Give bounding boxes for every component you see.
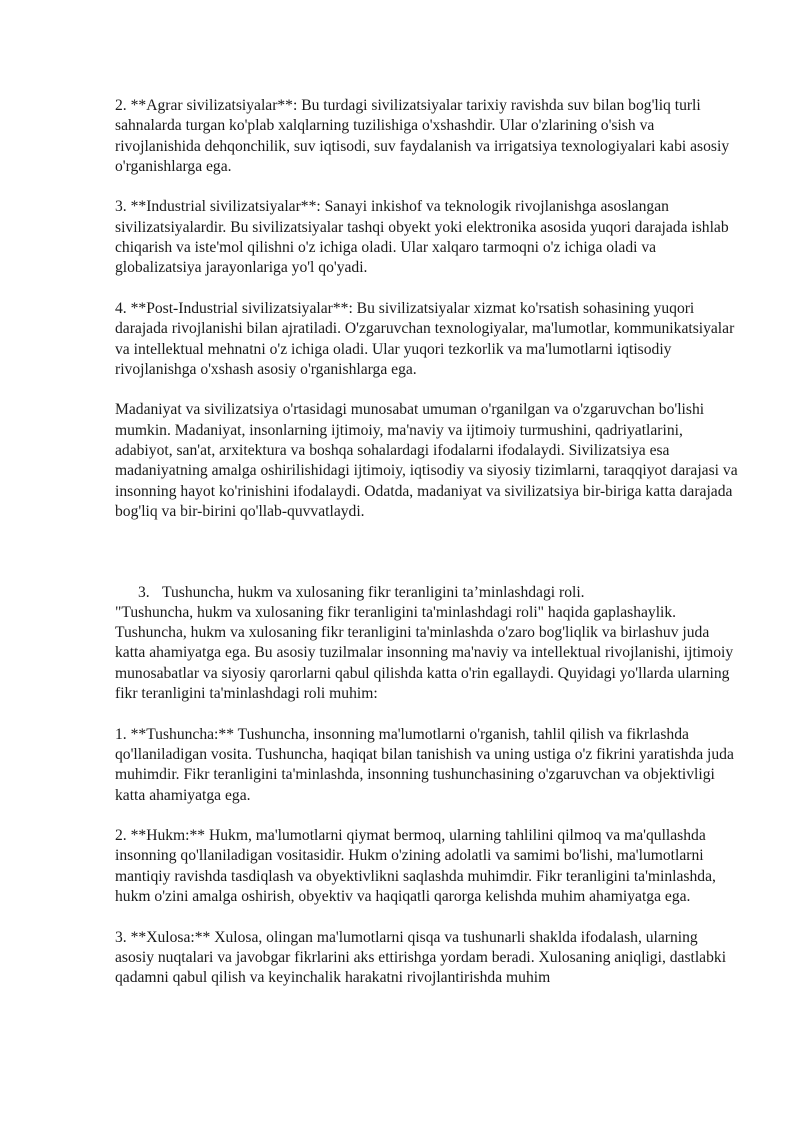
paragraph-agrar: 2. **Agrar sivilizatsiyalar**: Bu turdagi sivilizatsiyalar tarixiy ravishda suv bilan bog'liq turli sahnalarda turgan ko'plab xalqlarning tuzilishiga o'xshashdir. Ular o'zlarining o'sish va rivojlanishida dehqonchilik, suv iqtisodi, suv faydalanish va irrigatsiya texnologiyalari kabi asosiy o'rganishlarga ega.: [115, 97, 730, 175]
heading-text: Tushuncha, hukm va xulosaning fikr teranligini ta’minlashdagi roli.: [162, 583, 585, 601]
spacer: [115, 543, 740, 583]
paragraph-tushuncha: 1. **Tushuncha:** Tushuncha, insonning ma'lumotlarni o'rganish, tahlil qilish va fikrlashda qo'llaniladigan vosita. Tushuncha, haqiqat bilan tanishish va uning ustiga o'z fikrini yaratishda juda muhimdir. Fikr teranligini ta'minlashda, insonning tushunchasining o'zgaruvchan va objektivligi katta ahamiyatga ega.: [115, 725, 734, 804]
paragraph-madaniyat: Madaniyat va sivilizatsiya o'rtasidagi munosabat umuman o'rganilgan va o'zgaruvchan bo'lishi mumkin. Madaniyat, insonlarning ijtimoiy, ma'naviy va ijtimoiy turmushini, qadriyatlarini, adabiyot, san'at, arxitektura va boshqa sohalardagi ifodalarni ifodalaydi. Sivilizatsiya esa madaniyatning amalga oshirilishidagi ijtimoiy, iqtisodiy va siyosiy tizimlarni, taraqqiyot darajasi va insonning hayot ko'rinishini ifodalaydi. Odatda, madaniyat va sivilizatsiya bir-biriga katta darajada bog'liq va bir-birini qo'llab-quvvatlaydi.: [115, 401, 738, 520]
paragraph-xulosa: 3. **Xulosa:** Xulosa, olingan ma'lumotlarni qisqa va tushunarli shaklda ifodalash, ularning asosiy nuqtalari va javobgar fikrlarini aks ettirishga yordam beradi. Xulosaning aniqligi, dastlabki qadamni qabul qilish va keyinchalik harakatni rivojlantirishda muhim: [115, 928, 727, 987]
document-page: [115, 96, 740, 1009]
paragraph-post-industrial: 4. **Post-Industrial sivilizatsiyalar**: Bu sivilizatsiyalar xizmat ko'rsatish sohasining yuqori darajada rivojlanishi bilan ajratiladi. O'zgaruvchan texnologiyalar, ma'lumotlar, kommunikatsiyalar va intellektual mehnatni o'z ichiga oladi. Ular yuqori tezkorlik va ma'lumotlarni iqtisodiy rivojlanishga o'xshash asosiy o'rganishlarga ega.: [115, 299, 735, 378]
paragraph-intro: "Tushuncha, hukm va xulosaning fikr teranligini ta'minlashdagi roli" haqida gaplashaylik. Tushuncha, hukm va xulosaning fikr teranligini ta'minlashda o'zaro bog'liqlik va birlashuv juda katta ahamiyatga ega. Bu asosiy tuzilmalar insonning ma'naviy va intellektual rivojlanishi, ijtimoiy munosabatlar va siyosiy qarorlarni qabul qilishda katta o'rin egallaydi. Quyidagi yo'llarda ularning fikr teranligini ta'minlashdagi roli muhim:: [115, 603, 734, 703]
section-heading: [115, 583, 740, 603]
paragraph-industrial: 3. **Industrial sivilizatsiyalar**: Sanayi inkishof va teknologik rivojlanishga asoslangan sivilizatsiyalardir. Bu sivilizatsiyalar tashqi obyekt yoki elektronika asosida yuqori darajada ishlab chiqarish va iste'mol qilishni o'z ichiga oladi. Ular xalqaro tarmoqni o'z ichiga oladi va globalizatsiya jarayonlariga yo'l qo'yadi.: [115, 198, 729, 277]
heading-number: 3.: [138, 583, 150, 601]
paragraph-hukm: 2. **Hukm:** Hukm, ma'lumotlarni qiymat bermoq, ularning tahlilini qilmoq va ma'qullashda insonning qo'llaniladigan vositasidir. Hukm o'zining adolatli va samimi bo'lishi, ma'lumotlarni mantiqiy ravishda tasdiqlash va obyektivlikni saqlashda muhimdir. Fikr teranligini ta'minlashda, hukm o'zini amalga oshirish, obyektiv va haqiqatli qarorga kelishda muhim ahamiyatga ega.: [115, 827, 716, 905]
